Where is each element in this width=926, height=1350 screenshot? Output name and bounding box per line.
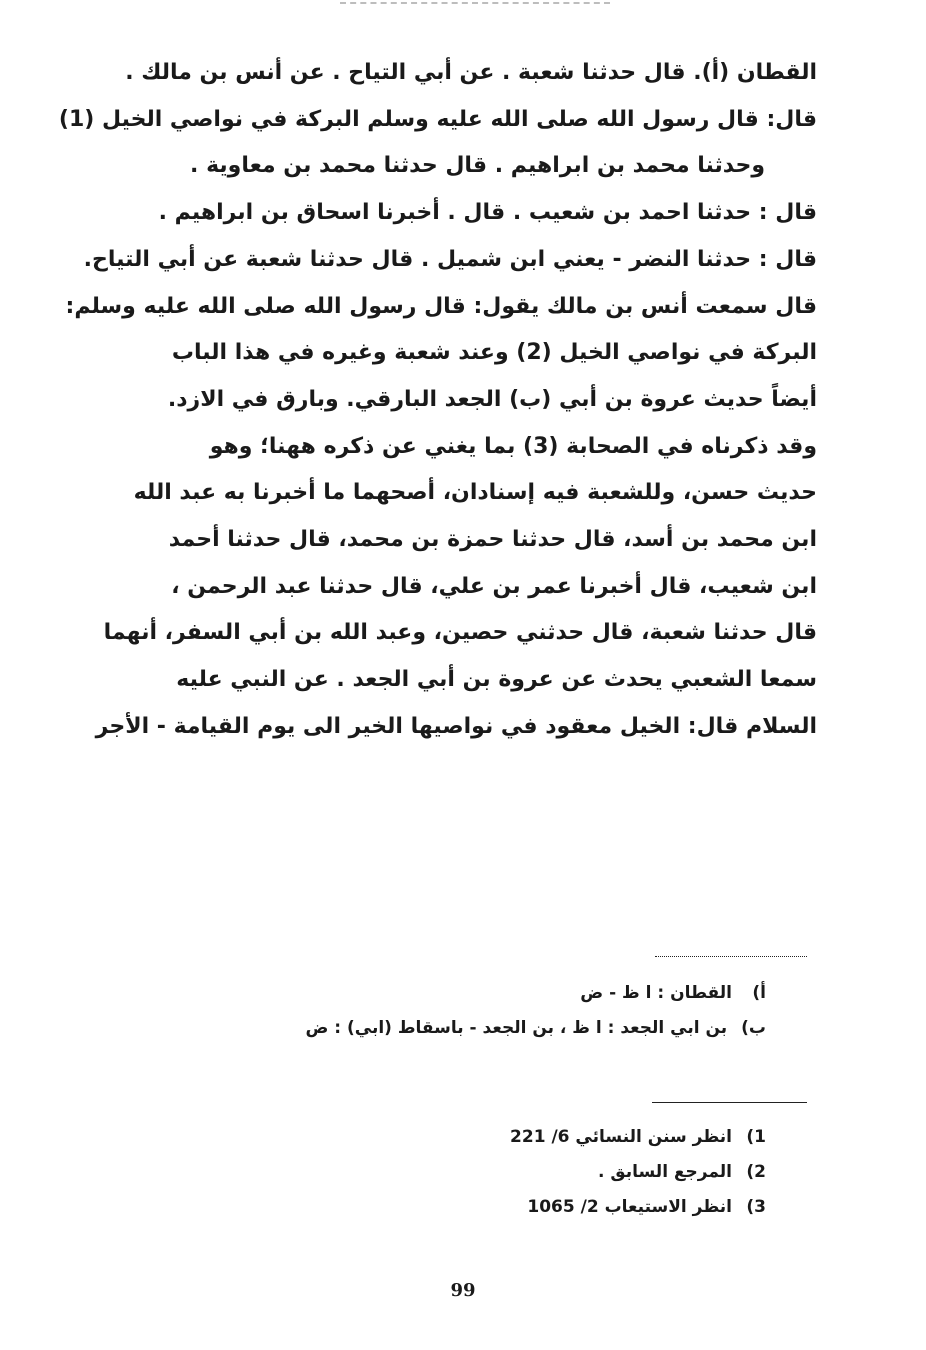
variant-notes: [306, 976, 767, 1046]
page-number: 99: [450, 1280, 476, 1301]
variant-note-mark: أ): [752, 983, 766, 1003]
variant-note-text: بن ابي الجعد : ا ظ ، بن الجعد - باسقاط (ابي) : ض: [305, 1018, 728, 1038]
text-line: قال : حدثنا النضر - يعني ابن شميل . قال حدثنا شعبة عن أبي التياح.: [83, 246, 817, 272]
text-line: قال حدثنا شعبة، قال حدثني حصين، وعبد الله بن أبي السفر، أنهما: [103, 620, 817, 646]
top-edge-rule: [340, 2, 610, 4]
text-line: ابن محمد بن أسد، قال حدثنا حمزة بن محمد، قال حدثنا أحمد: [168, 527, 817, 553]
footnote: [510, 1120, 766, 1155]
text-line: البركة في نواصي الخيل (2) وعند شعبة وغيره في هذا الباب: [171, 340, 817, 366]
footnote-text: المرجع السابق .: [598, 1162, 732, 1182]
footnote: [510, 1155, 766, 1190]
footnotes-separator: [652, 1102, 807, 1103]
text-line: قال: قال رسول الله صلى الله عليه وسلم البركة في نواصي الخيل (1): [58, 106, 817, 132]
variant-note: [306, 1011, 767, 1046]
variant-note: [306, 976, 767, 1011]
footnote-text: انظر سنن النسائي 6/ 221: [510, 1127, 732, 1147]
text-line: السلام قال: الخيل معقود في نواصيها الخير الى يوم القيامة - الأجر: [95, 713, 817, 739]
footnote-mark: 3): [746, 1197, 766, 1217]
text-line: وقد ذكرناه في الصحابة (3) بما يغني عن ذكره ههنا؛ وهو: [209, 433, 817, 459]
text-line: حديث حسن، وللشعبة فيه إسنادان، أصحهما ما أخبرنا به عبد الله: [133, 480, 817, 506]
footnote-mark: 2): [746, 1162, 766, 1182]
text-line: أيضاً حديث عروة بن أبي (ب) الجعد البارقي. وبارق في الازد.: [167, 386, 817, 412]
text-line: القطان (أ). قال حدثنا شعبة . عن أبي التياح . عن أنس بن مالك .: [125, 60, 817, 85]
text-line: قال سمعت أنس بن مالك يقول: قال رسول الله صلى الله عليه وسلم:: [65, 293, 817, 319]
variant-note-text: القطان : ا ظ - ض: [580, 983, 732, 1003]
variant-notes-separator: [655, 956, 807, 957]
footnote: [510, 1190, 766, 1225]
text-line: قال : حدثنا احمد بن شعيب . قال . أخبرنا اسحاق بن ابراهيم .: [158, 200, 817, 226]
footnote-mark: 1): [746, 1127, 766, 1147]
variant-note-mark: ب): [741, 1018, 766, 1038]
text-line: سمعا الشعبي يحدث عن عروة بن أبي الجعد . عن النبي عليه: [176, 667, 817, 693]
footnote-text: انظر الاستيعاب 2/ 1065: [527, 1197, 732, 1217]
main-text: [58, 50, 817, 751]
text-line: ابن شعيب، قال أخبرنا عمر بن علي، قال حدثنا عبد الرحمن ،: [171, 573, 817, 599]
text-line: وحدثنا محمد بن ابراهيم . قال حدثنا محمد بن معاوية .: [190, 153, 765, 179]
footnotes: [510, 1120, 766, 1225]
